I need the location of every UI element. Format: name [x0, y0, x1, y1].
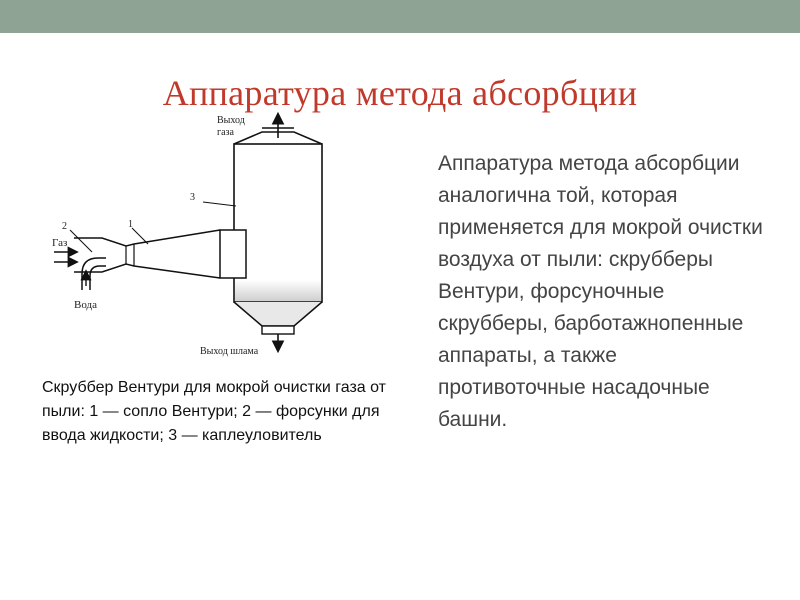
- label-slurry-out: Выход шлама: [200, 346, 259, 357]
- leader-line-2: [70, 230, 92, 252]
- leader-line-1: [132, 228, 148, 244]
- venturi-scrubber-diagram: [40, 110, 380, 360]
- leader-line-3: [203, 202, 236, 206]
- column-inlet: [220, 230, 246, 278]
- label-gas: Газ: [52, 237, 68, 249]
- callout-1: 1: [128, 219, 133, 230]
- callout-2: 2: [62, 221, 67, 232]
- label-gas-out-line1: Выход: [217, 115, 245, 126]
- venturi-nozzle: [74, 230, 220, 278]
- top-bar: [0, 0, 800, 33]
- gas-outlet: [234, 115, 322, 144]
- slide-title: Аппаратура метода абсорбции: [162, 73, 638, 113]
- droplet-separator-column: [234, 144, 322, 334]
- body-text: Аппаратура метода абсорбции аналогична той, которая применяется для мокрой очистки воздуха от пыли: скрубберы Вентури, форсуночные скрубберы, барботажнопенные аппараты, а также противоточные насадочные башни.: [438, 152, 763, 431]
- label-gas-out-line2: газа: [217, 127, 234, 138]
- label-water: Вода: [74, 299, 97, 311]
- callout-3: 3: [190, 192, 195, 203]
- diagram-caption: Скруббер Вентури для мокрой очистки газа от пыли: 1 — сопло Вентури; 2 — форсунки для ввода жидкости; 3 — каплеуловитель: [42, 379, 387, 444]
